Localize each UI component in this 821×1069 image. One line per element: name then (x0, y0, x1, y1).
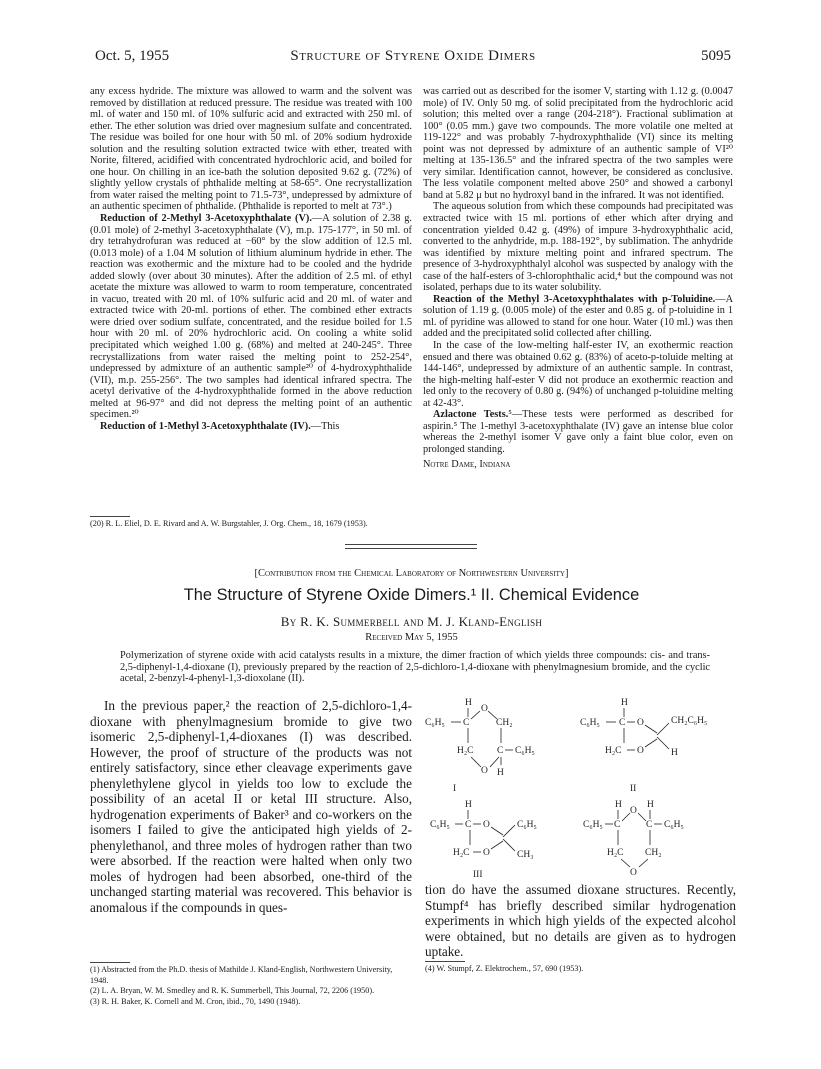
footnote: (3) R. H. Baker, K. Cornell and M. Cron, ibid., 70, 1490 (1948). (90, 996, 301, 1006)
atom-label: C₆H₅ (664, 820, 684, 830)
section-heading: Azlactone Tests. (433, 409, 509, 421)
structure-label: I (453, 784, 457, 794)
atom-label: CH₂ (496, 718, 513, 728)
footnote: (2) L. A. Bryan, W. M. Smedley and R. K. Summerbell, This Journal, 72, 2206 (1950). (90, 986, 375, 995)
received-date: Received May 5, 1955 (365, 632, 458, 643)
footnote-divider (90, 516, 130, 517)
footnotes-left (90, 965, 412, 1007)
atom-label: H (615, 800, 622, 810)
article-separator (345, 548, 477, 549)
footnote: (4) W. Stumpf, Z. Elektrochem., 57, 690 (1953). (425, 964, 584, 973)
previous-article-left-column (90, 86, 412, 432)
running-title: Structure of Styrene Oxide Dimers (290, 48, 536, 64)
atom-label: H (647, 800, 654, 810)
section-heading: Reduction of 2-Methyl 3-Acetoxyphthalate (V). (100, 213, 312, 225)
section-heading: Reduction of 1-Methyl 3-Acetoxyphthalate (IV). (100, 420, 311, 432)
journal-date: Oct. 5, 1955 (95, 48, 170, 64)
atom-label: O (630, 806, 637, 816)
atom-label: CH₂C₆H₅ (671, 716, 708, 726)
abstract: Polymerization of styrene oxide with acid catalysts results in a mixture, the dimer fraction of which yields three compounds: cis- and trans-2,5-diphenyl-1,4-dioxane (I), previously prepared by the reaction of 2,5-dichloro-1,4-dioxane with phenylmagnesium bromide, and the cyclic acetal, 2-benzyl-4-phenyl-1,3-dioxolane (II). (120, 650, 710, 685)
paragraph (423, 409, 733, 455)
article-separator (345, 544, 477, 545)
atom-label: O (630, 868, 637, 878)
paragraph-text: —A solution of 1.19 g. (0.005 mole) of the ester and 0.85 g. of p-toluidine in 1 ml. of pyridine was allowed to stand for one hour. Water (10 ml.) was then added and the precipitated solid collected after chilling. (423, 293, 733, 340)
article-title: The Structure of Styrene Oxide Dimers.¹ II. Chemical Evidence (183, 586, 640, 604)
atom-label: H (497, 768, 504, 778)
atom-label: H₂C (607, 848, 624, 858)
contribution-line: [Contribution from the Chemical Laboratory of Northwestern University] (254, 568, 569, 579)
footnote-divider (425, 961, 465, 962)
structure-III (430, 800, 537, 880)
structures-svg (425, 695, 736, 880)
paragraph (423, 294, 733, 340)
paragraph: any excess hydride. The mixture was allowed to warm and the solvent was removed by distillation at reduced pressure. The residue was treated with 100 ml. of water and 150 ml. of 10% sulfuric acid and extracted with 250 ml. of ether. The ether solution was dried over magnesium sulfate and concentrated. The residue was boiled for one hour with 50 ml. of 20% sodium hydroxide solution and the resulting solution extracted twice with ether, treated with Norite, filtered, acidified with concentrated hydrochloric acid, and boiled for one hour. On chilling in an ice-bath the solution deposited 9.62 g. (72%) of slightly yellow crystals of phthalide melting at 58-65°. One recrystallization from water raised the melting point to 71.5-73°, undepressed by admixture of an authentic specimen of phthalide. (Phthalide is reported to melt at 73°.) (90, 86, 412, 213)
paragraph-text: ⁵—These tests were performed as described for aspirin.⁵ The 1-methyl 3-acetoxyphthalate (IV) gave an intense blue color whereas the 2-methyl isomer V gave only a faint blue color, even on prolonged standing. (423, 409, 734, 455)
previous-article-right-column (423, 86, 733, 470)
atom-label: C₆H₅ (425, 718, 445, 728)
structure-I (425, 698, 535, 794)
atom-label: C₆H₅ (580, 718, 600, 728)
atom-label: C (465, 820, 472, 830)
atom-label: C₆H₅ (515, 746, 535, 756)
atom-label: C (614, 820, 621, 830)
structure-label: II (630, 784, 637, 794)
page-header (95, 48, 731, 70)
atom-label: O (483, 820, 490, 830)
paragraph: The aqueous solution from which these compounds had precipitated was extracted twice with 15 ml. portions of ether which after drying and concentration yielded 0.42 g. (49%) of impure 3-hydroxyphthalic acid, converted to the anhydride, m.p. 188-192°, by sublimation. The anhydride was identified by mixture melting point and infrared spectrum. The presence of 3-hydroxyphthalyl alcohol was suspected by analogy with the case of the half-esters of 3-chlorophthalic acid,⁴ but the compound was not isolated, perhaps due to its water solubility. (423, 201, 733, 294)
footnote: (20) R. L. Eliel, D. E. Rivard and A. W. Burgstahler, J. Org. Chem., 18, 1679 (1953). (90, 519, 368, 528)
atom-label: H₂C (457, 746, 474, 756)
atom-label: CH₂ (645, 848, 662, 858)
atom-label: C (497, 746, 504, 756)
atom-label: O (481, 704, 488, 714)
atom-label: H (671, 748, 678, 758)
structure-IV (583, 800, 684, 880)
section-heading: Reaction of the Methyl 3-Acetoxyphthalates with p-Toluidine. (433, 293, 716, 305)
affiliation: Notre Dame, Indiana (423, 458, 511, 470)
atom-label: H (465, 800, 472, 810)
paragraph-text: —This (310, 420, 340, 432)
atom-label: C (463, 718, 470, 728)
paragraph: was carried out as described for the isomer V, starting with 1.12 g. (0.0047 mole) of IV. Only 50 mg. of solid precipitated from the hydrochloric acid solution; this melted over a range (204-218°). Fractional sublimation at 100° (0.05 mm.) gave two compounds. The more volatile one melted at 119-122° and was probably 7-hydroxyphthalide (VI) since its melting point was not depressed by admixture of an authentic sample of VI²⁰ melting at 135-136.5° and the infrared spectra of the two samples were very similar. Identification cannot, however, be considered as conclusive. The less volatile component melted above 250° and showed a carbonyl band at 5.82 μ but no hydroxyl band in the infrared. It was not identified. (423, 86, 733, 201)
atom-label: C₆H₅ (583, 820, 603, 830)
paragraph: In the case of the low-melting half-ester IV, an exothermic reaction ensued and there was obtained 0.62 g. (83%) of aceto-p-toluide melting at 144-146°, undepressed by admixture of an authentic sample. In contrast, the high-melting half-ester V did not produce an exothermic reaction and led only to the recovery of 0.80 g. (94%) of unchanged p-toluidine melting at 42-43°. (423, 340, 733, 409)
paragraph (90, 213, 412, 421)
structure-label: III (473, 870, 483, 880)
atom-label: O (637, 746, 644, 756)
footnote: (1) Abstracted from the Ph.D. thesis of Mathilde J. Kland-English, Northwestern University, 1948. (90, 965, 393, 985)
atom-label: O (637, 718, 644, 728)
structure-II (580, 698, 707, 794)
atom-label: C (646, 820, 653, 830)
atom-label: O (483, 848, 490, 858)
atom-label: H (465, 698, 472, 708)
paragraph-text: —A solution of 2.38 g. (0.01 mole) of 2-methyl 3-acetoxyphthalate (V), m.p. 175-177°, in 50 ml. of dry tetrahydrofuran was reduced at −60° by the slow addition of 12.5 ml. (0.013 mole) of a 1.04 M solution of lithium aluminum hydride in ether. The reaction was exothermic and the mixture had to be cooled and the hydride added slowly (over about 30 minutes). After the addition of 2.5 ml. of ethyl acetate the mixture was allowed to warm to room temperature, concentrated in vacuo, treated with 20 ml. of 10% sulfuric acid and 20 ml. of water and extracted twice with 20-ml. portions of ether. The combined ether extracts were dried over sodium sulfate, concentrated, and the residue boiled for 1.5 hour with 20 ml. of 20% hydrochloric acid. On cooling a white solid precipitated which weighed 1.00 g. (68%) and melted at 240-245°. Three recrystallizations from water raised the melting point to 252-254°, undepressed by admixture of an authentic sample²⁰ of 4-hydroxyphthalide (VII), m.p. 255-256°. The two samples had identical infrared spectra. The acetyl derivative of the 4-hydroxyphthalide formed in the above reduction melted at 96-97° and did not depress the melting point of an authentic specimen.²⁰ (90, 213, 413, 421)
atom-label: H (621, 698, 628, 708)
paragraph: In the previous paper,² the reaction of 2,5-dichloro-1,4-dioxane with phenylmagnesium bromide to give two isomeric 2,5-diphenyl-1,4-dioxanes (I) was described. However, the proof of structure of the products was not entirely satisfactory, since ether cleavage experiments gave phenylethylene glycol in yields too low to exclude the possibility of an acetal II or ketal III structure. Also, hydrogenation experiments of Baker³ and co-workers on the isomers I failed to give the anticipated high yields of 2-phenylethanol, and three moles of hydrogen rather than two were absorbed. If the reaction were halted when only two moles of hydrogen had been absorbed, one-third of the unchanged starting material was recovered. This behavior is anomalous if the compounds in ques- (90, 698, 412, 915)
paragraph: tion do have the assumed dioxane structures. Recently, Stumpf⁴ has briefly described similar hydrogenation experiments in which high yields of the expected alcohol were obtained, but no details are given as to hydrogen uptake. (425, 882, 736, 959)
authors: By R. K. Summerbell and M. J. Kland-English (280, 614, 543, 629)
atom-label: H₂C (605, 746, 622, 756)
page-number: 5095 (701, 48, 731, 64)
atom-label: C₆H₅ (430, 820, 450, 830)
chemical-structures (425, 695, 736, 880)
article-body-right (425, 882, 736, 960)
atom-label: C (619, 718, 626, 728)
paragraph (90, 421, 412, 433)
atom-label: CH₃ (517, 850, 534, 860)
footnote-divider (90, 962, 130, 963)
atom-label: C₆H₅ (517, 820, 537, 830)
article-body-left (90, 698, 412, 915)
atom-label: O (481, 766, 488, 776)
atom-label: H₂C (453, 848, 470, 858)
